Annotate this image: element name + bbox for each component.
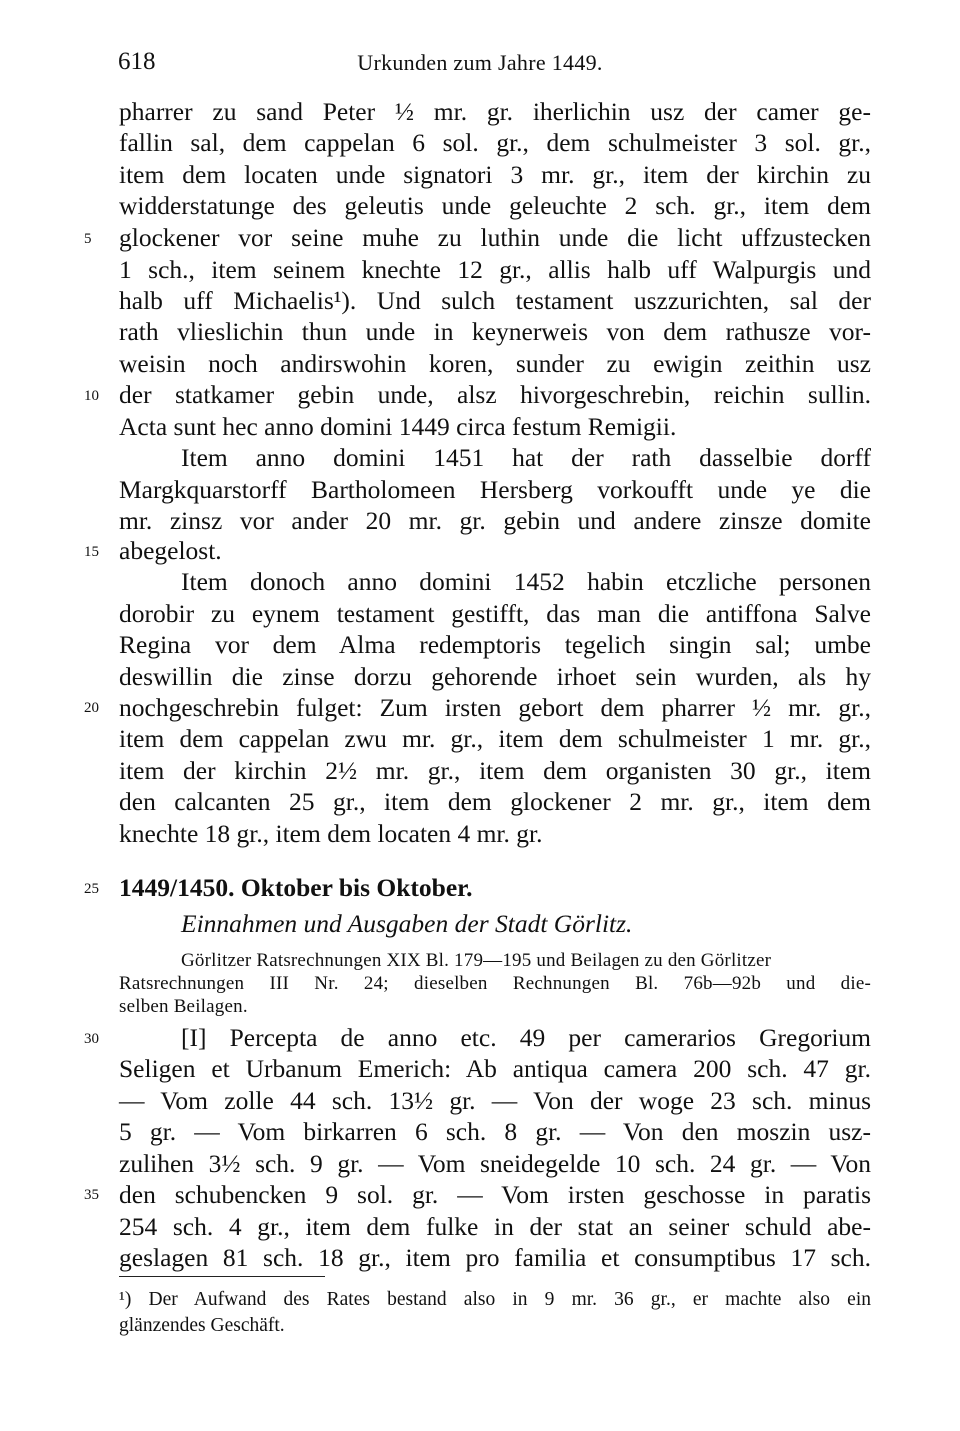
entry-text-line: den schubencken 9 sol. gr. — Vom irsten geschosse in paratis [119,1180,871,1209]
source-note-line: Ratsrechnungen III Nr. 24; dieselben Rechnungen Bl. 76b—92b und die- [119,973,871,994]
footnote-separator [119,1276,325,1277]
line-number: 15 [84,544,99,560]
body-line: item dem locaten unde signatori 3 mr. gr., item der kirchin zu [119,160,871,189]
entry-text-line: [I] Percepta de anno etc. 49 per camerarios Gregorium [181,1023,871,1052]
body-line: Item donoch anno domini 1452 habin etczliche personen [181,567,871,596]
line-number: 25 [84,881,99,897]
body-line: pharrer zu sand Peter ½ mr. gr. iherlichin usz der camer ge- [119,97,871,126]
line-number: 20 [84,700,99,716]
body-line: deswillin die zinse dorzu gehorende irhoet sein wurden, als hy [119,662,871,691]
entry-text-line: geslagen 81 sch. 18 gr., item pro familia et consumptibus 17 sch. [119,1243,871,1272]
body-line: widderstatunge des geleutis unde geleuchte 2 sch. gr., item dem [119,191,871,220]
entry-subtitle: Einnahmen und Ausgaben der Stadt Görlitz. [181,909,633,938]
body-line: mr. zinsz vor ander 20 mr. gr. gebin und andere zinsze domite [119,506,871,535]
body-line: item dem cappelan zwu mr. gr., item dem schulmeister 1 mr. gr., [119,724,871,753]
body-line: glockener vor seine muhe zu luthin unde die licht uffzustecken [119,223,871,252]
body-line: weisin noch andirswohin koren, sunder zu ewigin zeithin usz [119,349,871,378]
source-note-line: selben Beilagen. [119,996,248,1017]
body-line: knechte 18 gr., item dem locaten 4 mr. gr. [119,819,543,848]
entry-text-line: 5 gr. — Vom birkarren 6 sch. 8 gr. — Von den moszin usz- [119,1117,871,1146]
footnote-line: glänzendes Geschäft. [119,1315,285,1336]
line-number: 5 [84,231,92,247]
line-number: 30 [84,1031,99,1047]
body-line: Acta sunt hec anno domini 1449 circa festum Remigii. [119,412,677,441]
page-header [0,42,960,78]
source-note-line: Görlitzer Ratsrechnungen XIX Bl. 179—195 und Beilagen zu den Görlitzer [181,950,772,971]
body-line: rath vlieslichin thun unde in keynerweis von dem rathusze vor- [119,317,871,346]
body-line: item der kirchin 2½ mr. gr., item dem organisten 30 gr., item [119,756,871,785]
body-line: den calcanten 25 gr., item dem glockener 2 mr. gr., item dem [119,787,871,816]
entry-text-line: Seligen et Urbanum Emerich: Ab antiqua camera 200 sch. 47 gr. [119,1054,871,1083]
entry-text-line: 254 sch. 4 gr., item dem fulke in der stat an seiner schuld abe- [119,1212,871,1241]
page-number: 618 [118,48,156,75]
running-head: Urkunden zum Jahre 1449. [357,50,603,75]
body-line: dorobir zu eynem testament gestifft, das man die antiffona Salve [119,599,871,628]
body-line: 1 sch., item seinem knechte 12 gr., allis halb uff Walpurgis und [119,255,871,284]
line-number: 10 [84,388,99,404]
body-line: Regina vor dem Alma redemptoris tegelich singin sal; umbe [119,630,871,659]
body-line: der statkamer gebin unde, alsz hivorgeschrebin, reichin sullin. [119,380,871,409]
body-line: abegelost. [119,536,222,565]
entry-text-line: zulihen 3½ sch. 9 gr. — Vom sneidegelde 10 sch. 24 gr. — Von [119,1149,871,1178]
body-line: Margkquarstorff Bartholomeen Hersberg vorkoufft unde ye die [119,475,871,504]
footnote-line: ¹) Der Aufwand des Rates bestand also in 9 mr. 36 gr., er machte also ein [119,1289,871,1310]
body-line: fallin sal, dem cappelan 6 sol. gr., dem schulmeister 3 sol. gr., [119,128,871,157]
line-number: 35 [84,1187,99,1203]
body-line: Item anno domini 1451 hat der rath dasselbie dorff [181,443,871,472]
entry-heading: 1449/1450. Oktober bis Oktober. [119,873,473,902]
body-line: nochgeschrebin fulget: Zum irsten gebort dem pharrer ½ mr. gr., [119,693,871,722]
entry-text-line: — Vom zolle 44 sch. 13½ gr. — Von der woge 23 sch. minus [119,1086,871,1115]
body-line: halb uff Michaelis¹). Und sulch testament uszzurichten, sal der [119,286,871,315]
